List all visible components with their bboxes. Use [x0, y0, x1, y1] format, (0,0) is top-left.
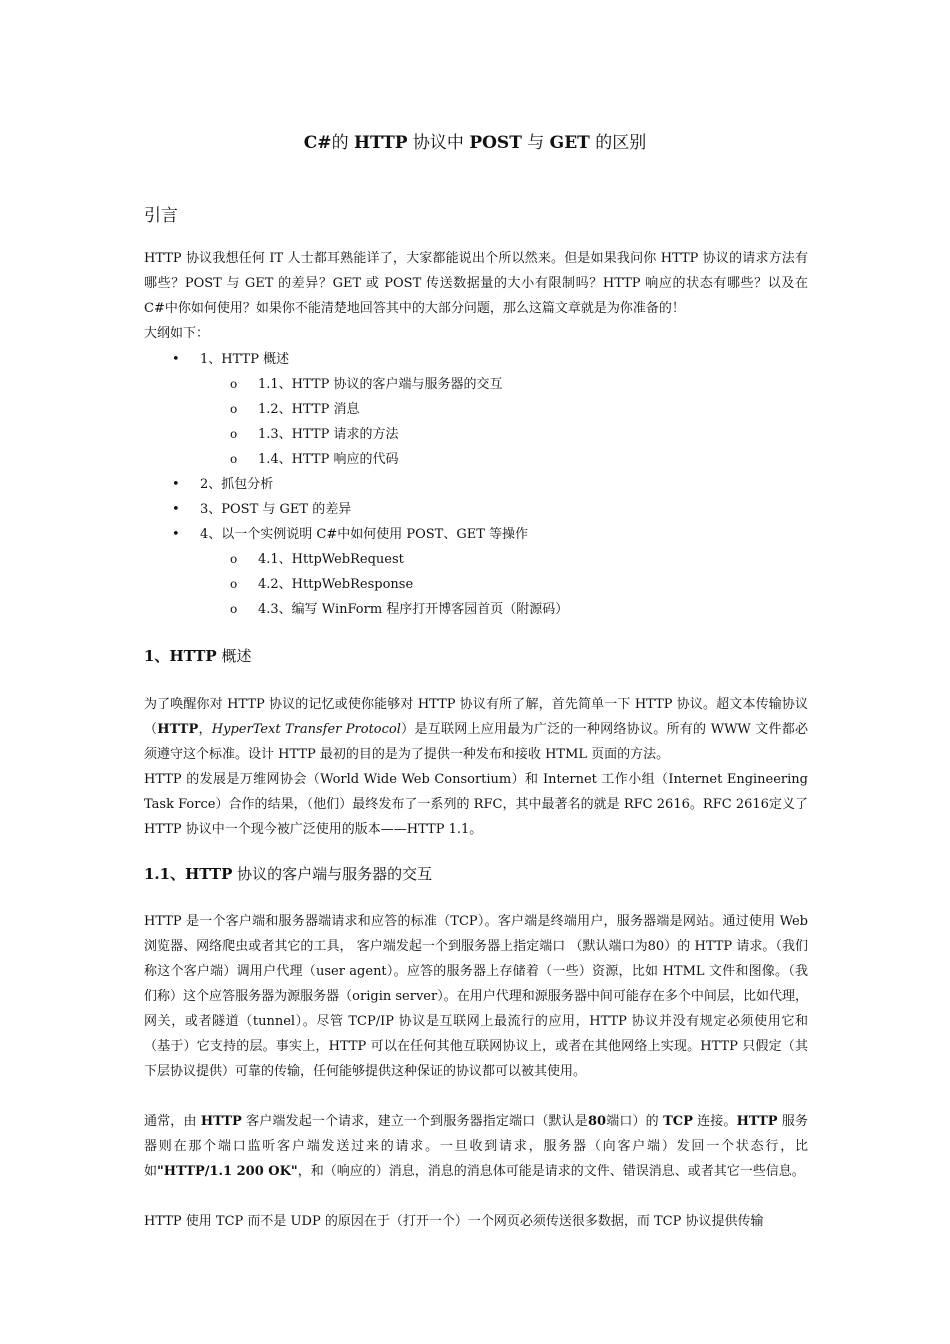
title-part: POST [469, 133, 522, 153]
outline-subitem: o 4.1、HttpWebRequest [144, 547, 568, 572]
document-title [0, 128, 950, 153]
text-run: ）是互联网上应用最为广泛的一种网络协议。所有的 WWW 文件都必须遵守这个标准。设计 HTTP 最初的目的是为了提供一种发布和接收 HTML 页面的方法。 [144, 722, 808, 762]
section-1-1-paragraph-2 [144, 1109, 808, 1184]
text-run: HTTP [157, 722, 199, 737]
intro-text: HTTP 协议我想任何 IT 人士都耳熟能详了，大家都能说出个所以然来。但是如果我问你 HTTP 协议的请求方法有哪些？POST 与 GET 的差异？GET 或 POST 传送数据量的大小有限制吗？HTTP 响应的状态有哪些？以及在 C#中你如何使用？如果你不能清楚地回答其中的大部分问题，那么这篇文章就是为你准备的！ [144, 251, 808, 316]
outline-lead: 大纲如下： [144, 326, 210, 341]
title-part: GET [549, 133, 590, 153]
outline-subitem: o 4.2、HttpWebResponse [144, 572, 568, 597]
text-run: 客户端发起一个请求，建立一个到服务器指定端口（默认是 [241, 1114, 588, 1129]
text-run: 端口）的 [606, 1114, 664, 1129]
outline-item: • 1、HTTP 概述 [144, 347, 568, 372]
text-run: 连接。 [692, 1114, 737, 1129]
title-part: 与 [521, 133, 550, 153]
heading-number: 1、 [144, 647, 170, 665]
outline-item: • 4、以一个实例说明 C#中如何使用 POST、GET 等操作 [144, 522, 568, 547]
title-part: C# [303, 133, 332, 153]
text-run: "HTTP/1.1 200 OK" [157, 1164, 298, 1179]
text-run: 通常，由 [144, 1114, 201, 1129]
title-part: 的 [331, 133, 354, 153]
text-run: ， [198, 722, 212, 737]
outline-list [144, 347, 568, 622]
section-1-1-paragraph-1: HTTP 是一个客户端和服务器端请求和应答的标准（TCP）。客户端是终端用户，服务器端是网站。通过使用 Web 浏览器、网络爬虫或者其它的工具， 客户端发起一个到服务器上指定端口 （默认端口为80）的 HTTP 请求。（我们称这个客户端）调用户代理（user agent）。应答的服务器上存储着（一些）资源，比如 HTML 文件和图像。（我们称）这个应答服务器为源服务器（origin server）。在用户代理和源服务器中间可能存在多个中间层，比如代理，网关，或者隧道（tunnel）。尽管 TCP/IP 协议是互联网上最流行的应用，HTTP 协议并没有规定必须使用它和（基于）它支持的层。事实上，HTTP 可以在任何其他互联网协议上，或者在其他网络上实现。HTTP 只假定（其下层协议提供）可靠的传输，任何能够提供这种保证的协议都可以被其使用。 [144, 914, 808, 1079]
text-run: TCP [663, 1114, 693, 1129]
intro-paragraph [144, 246, 808, 346]
section-1-1-paragraph-3: HTTP 使用 TCP 而不是 UDP 的原因在于（打开一个）一个网页必须传送很多数据，而 TCP 协议提供传输 [144, 1214, 764, 1229]
heading-text: 概述 [216, 647, 252, 665]
outline-subitem: o 1.3、HTTP 请求的方法 [144, 422, 568, 447]
outline-item: • 3、POST 与 GET 的差异 [144, 497, 568, 522]
outline-subitem: o 1.1、HTTP 协议的客户端与服务器的交互 [144, 372, 568, 397]
text-run: 80 [587, 1114, 607, 1129]
title-part: 协议中 [407, 133, 470, 153]
heading-text: 协议的客户端与服务器的交互 [232, 865, 433, 883]
section-1-paragraph-1 [144, 692, 808, 767]
heading-number: 1.1、 [144, 865, 186, 883]
heading-bold: HTTP [185, 865, 233, 883]
title-part: HTTP [353, 133, 408, 153]
section-1-paragraph-2: HTTP 的发展是万维网协会（World Wide Web Consortium）和 Internet 工作小组（Internet Engineering Task Force）合作的结果，（他们）最终发布了一系列的 RFC，其中最著名的就是 RFC 2616。RFC 2616定义了 HTTP 协议中一个现今被广泛使用的版本——HTTP 1.1。 [144, 772, 808, 837]
section-1-heading [144, 645, 251, 666]
text-run: 服务器则在那个端口监听客户端发送过来的请求。一旦收到请求，服务器（向客户端）发回一个状态行，比如 [144, 1114, 808, 1179]
text-run: 为了唤醒你对 HTTP 协议的记忆或使你能够对 HTTP 协议有所了解，首先简单一下 HTTP 协议。超文本传输协议（ [144, 697, 808, 737]
title-part: 的区别 [589, 133, 647, 153]
intro-heading: 引言 [144, 206, 178, 226]
text-run: HTTP [736, 1114, 778, 1129]
text-run: HyperText Transfer Protocol [211, 722, 401, 737]
outline-subitem: o 1.2、HTTP 消息 [144, 397, 568, 422]
text-run: HTTP [200, 1114, 242, 1129]
heading-bold: HTTP [169, 647, 217, 665]
outline-item: • 2、抓包分析 [144, 472, 568, 497]
outline-subitem: o 1.4、HTTP 响应的代码 [144, 447, 568, 472]
text-run: ，和（响应的）消息，消息的消息体可能是请求的文件、错误消息、或者其它一些信息。 [297, 1164, 805, 1179]
section-1-1-heading [144, 863, 432, 884]
outline-subitem: o 4.3、编写 WinForm 程序打开博客园首页（附源码） [144, 597, 568, 622]
